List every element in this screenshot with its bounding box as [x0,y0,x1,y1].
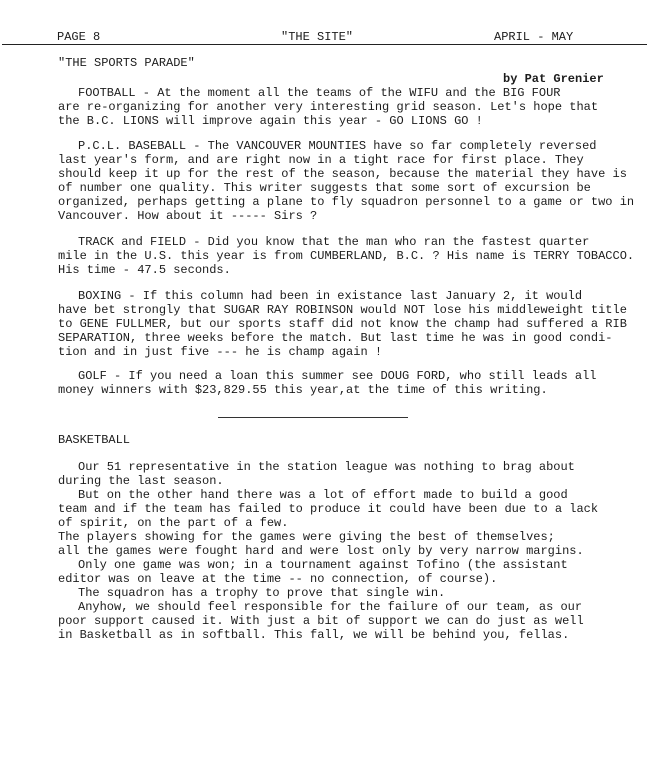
basketball-line-3: But on the other hand there was a lot of effort made to build a good [78,488,568,502]
basketball-line-5: of spirit, on the part of a few. [58,516,289,530]
basketball-line-13: in Basketball as in softball. This fall, we will be behind you, fellas. [58,628,570,642]
newsletter-title: "THE SITE" [281,30,354,44]
basketball-line-4: team and if the team has failed to produce it could have been due to a lack [58,502,599,516]
football-line-3: the B.C. LIONS will improve again this year - GO LIONS GO ! [58,114,483,128]
header-rule [2,44,647,45]
basketball-line-8: Only one game was won; in a tournament against Tofino (the assistant [78,558,568,572]
basketball-line-11: Anyhow, we should feel responsible for the failure of our team, as our [78,600,583,614]
football-line-2: are re-organizing for another very interesting grid season. Let's hope that [58,100,599,114]
boxing-line-5: tion and in just five --- he is champ again ! [58,345,383,359]
boxing-line-2: have bet strongly that SUGAR RAY ROBINSON would NOT lose his middleweight title [58,303,627,317]
page-number: PAGE 8 [57,30,101,44]
issue-date: APRIL - MAY [494,30,574,44]
track-line-1: TRACK and FIELD - Did you know that the man who ran the fastest quarter [78,235,590,249]
baseball-line-5: organized, perhaps getting a plane to fly squadron personnel to a game or two in [58,195,635,209]
baseball-line-4: of number one quality. This writer suggests that some sort of excursion be [58,181,591,195]
basketball-heading: BASKETBALL [58,433,131,447]
basketball-line-12: poor support caused it. With just a bit of support we can do just as well [58,614,584,628]
section-divider [218,417,408,418]
basketball-line-2: during the last season. [58,474,224,488]
football-line-1: FOOTBALL - At the moment all the teams of the WIFU and the BIG FOUR [78,86,561,100]
basketball-line-7: all the games were fought hard and were lost only by very narrow margins. [58,544,584,558]
boxing-line-3: to GENE FULLMER, but our sports staff did not know the champ had suffered a RIB [58,317,627,331]
basketball-line-9: editor was on leave at the time -- no connection, of course). [58,572,498,586]
baseball-line-3: should keep it up for the rest of the season, because the material they have is [58,167,627,181]
golf-line-1: GOLF - If you need a loan this summer see DOUG FORD, who still leads all [78,369,597,383]
basketball-line-10: The squadron has a trophy to prove that single win. [78,586,446,600]
baseball-line-1: P.C.L. BASEBALL - The VANCOUVER MOUNTIES have so far completely reversed [78,139,597,153]
byline: by Pat Grenier [503,72,604,86]
golf-line-2: money winners with $23,829.55 this year,at the time of this writing. [58,383,548,397]
column-title: "THE SPORTS PARADE" [58,56,195,70]
track-line-3: His time - 47.5 seconds. [58,263,231,277]
track-line-2: mile in the U.S. this year is from CUMBERLAND, B.C. ? His name is TERRY TOBACCO. [58,249,635,263]
baseball-line-2: last year's form, and are right now in a tight race for first place. They [58,153,584,167]
basketball-line-1: Our 51 representative in the station league was nothing to brag about [78,460,575,474]
boxing-line-1: BOXING - If this column had been in existance last January 2, it would [78,289,583,303]
baseball-line-6: Vancouver. How about it ----- Sirs ? [58,209,318,223]
basketball-line-6: The players showing for the games were giving the best of themselves; [58,530,555,544]
boxing-line-4: SEPARATION, three weeks before the match. But last time he was in good condi- [58,331,613,345]
